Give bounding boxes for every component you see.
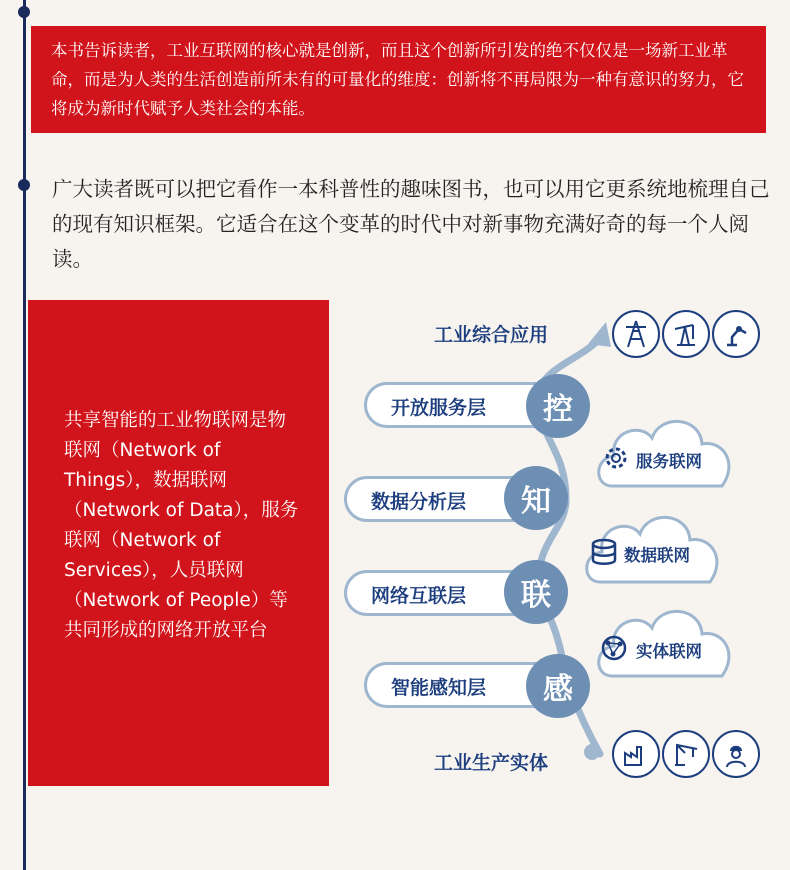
crane-icon <box>662 730 710 778</box>
node-sense: 感 <box>526 654 590 718</box>
layer-label: 网络互联层 <box>371 584 467 607</box>
timeline-dot <box>18 179 30 191</box>
node-knowledge: 知 <box>504 466 568 530</box>
worker-icon <box>712 730 760 778</box>
top-label: 工业综合应用 <box>434 324 549 346</box>
summary-text: 本书告诉读者，工业互联网的核心就是创新，而且这个创新所引发的绝不仅仅是一场新工业革命，而是为人类的生活创造前所未有的可量化的维度：创新将不再局限为一种有意识的努力，它将成为新时代赋予人类社会的本能。 <box>51 41 744 118</box>
cloud-label: 服务联网 <box>636 452 702 471</box>
network-globe-icon <box>598 632 630 664</box>
power-tower-icon <box>612 310 660 358</box>
layer-label: 智能感知层 <box>391 676 487 699</box>
cloud-label: 数据联网 <box>624 546 690 565</box>
iiot-diagram <box>330 300 780 800</box>
side-panel-text: 共享智能的工业物联网是物联网（Network of Things），数据联网（Network of Data），服务联网（Network of Services），人员联网（Network of People）等共同形成的网络开放平台 <box>64 410 299 641</box>
robot-arm-icon <box>712 310 760 358</box>
layer-label: 数据分析层 <box>371 490 467 513</box>
timeline-dot <box>18 6 30 18</box>
node-control: 控 <box>526 374 590 438</box>
bottom-label: 工业生产实体 <box>434 752 549 774</box>
layer-label: 开放服务层 <box>391 396 487 419</box>
gear-icon <box>600 442 632 474</box>
factory-icon <box>612 730 660 778</box>
node-connect: 联 <box>504 560 568 624</box>
database-icon <box>588 536 620 568</box>
timeline-line <box>23 0 26 870</box>
summary-box <box>31 26 766 133</box>
oil-pump-icon <box>662 310 710 358</box>
cloud-label: 实体联网 <box>636 642 702 661</box>
intro-paragraph: 广大读者既可以把它看作一本科普性的趣味图书，也可以用它更系统地梳理自己的现有知识框架。它适合在这个变革的时代中对新事物充满好奇的每一个人阅读。 <box>52 177 770 271</box>
side-panel <box>28 300 329 786</box>
